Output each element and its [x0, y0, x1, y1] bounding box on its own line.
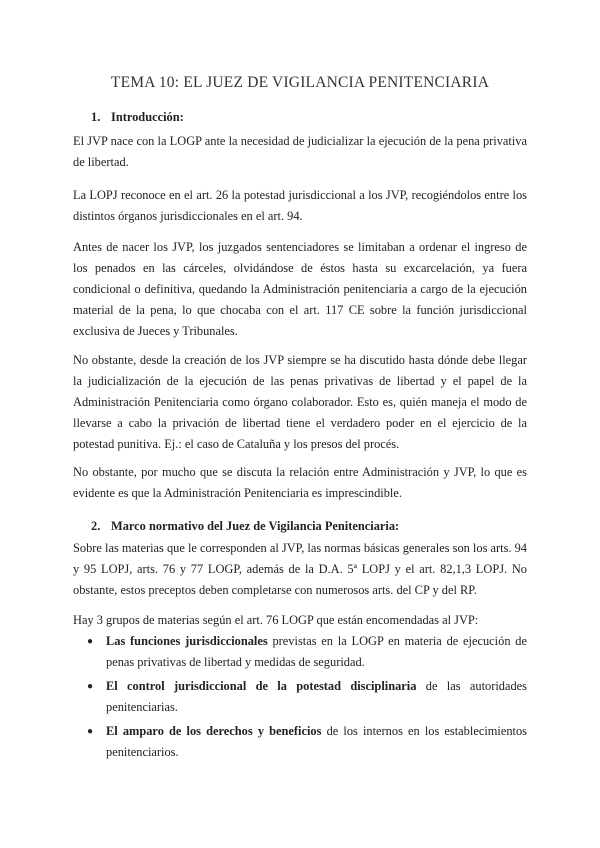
- paragraph: La LOPJ reconoce en el art. 26 la potestad jurisdiccional a los JVP, recogiéndolos entre los distintos órganos jurisdiccionales en el art. 94.: [73, 188, 527, 223]
- paragraph: Sobre las materias que le corresponden al JVP, las normas básicas generales son los arts. 94 y 95 LOPJ, arts. 76 y 77 LOGP, además de la D.A. 5ª LOPJ y el art. 82,1,3 LOPJ. No obstante, estos preceptos deben completarse con numerosos arts. del CP y del RP.: [73, 541, 527, 597]
- section-1-number: 1.: [91, 110, 101, 124]
- section-2-title: Marco normativo del Juez de Vigilancia Penitenciaria:: [111, 519, 400, 533]
- bullet-icon: ●: [87, 726, 94, 737]
- list-item: [73, 721, 527, 763]
- list-item-text: previstas en la LOGP en materia de ejecución de penas privativas de libertad y medidas de seguridad.: [106, 634, 527, 669]
- section-1-title: Introducción:: [111, 110, 184, 124]
- paragraph: Hay 3 grupos de materias según el art. 76 LOGP que están encomendadas al JVP:: [73, 613, 479, 627]
- section-2-heading: [73, 516, 527, 537]
- bullet-icon: ●: [87, 636, 94, 647]
- section-2-number: 2.: [91, 519, 101, 533]
- section-1-heading: [73, 107, 527, 128]
- list-item: [73, 676, 527, 718]
- paragraph: El JVP nace con la LOGP ante la necesidad de judicializar la ejecución de la pena privativa de libertad.: [73, 134, 527, 169]
- paragraph: No obstante, desde la creación de los JVP siempre se ha discutido hasta dónde debe llegar la judicialización de la ejecución de las penas privativas de libertad y el papel de la Administración Penitenciaria como órgano colaborador. Esto es, quién maneja el modo de llevarse a cabo la privación de libertad tiene el verdadero poder en el ejercicio de la potestad punitiva. Ej.: el caso de Cataluña y los presos del procés.: [73, 353, 527, 451]
- list-item-text: de los internos en los establecimientos penitenciarios.: [106, 724, 527, 759]
- paragraph: No obstante, por mucho que se discuta la relación entre Administración y JVP, lo que es evidente es que la Administración Penitenciaria es imprescindible.: [73, 465, 527, 500]
- list-item-bold: Las funciones jurisdiccionales: [106, 634, 268, 648]
- list-item-bold: El control jurisdiccional de la potestad disciplinaria: [106, 679, 417, 693]
- list-item: [73, 631, 527, 673]
- list-item-text: de las autoridades penitenciarias.: [106, 679, 527, 714]
- bullet-icon: ●: [87, 681, 94, 692]
- list-item-bold: El amparo de los derechos y beneficios: [106, 724, 322, 738]
- paragraph: Antes de nacer los JVP, los juzgados sentenciadores se limitaban a ordenar el ingreso de los penados en las cárceles, olvidándose de éstos hasta su excarcelación, ya fuera condicional o definitiva, quedando la Administración penitenciaria a cargo de la ejecución material de la pena, lo que chocaba con el art. 117 CE sobre la función jurisdiccional exclusiva de Jueces y Tribunales.: [73, 240, 527, 338]
- materias-list: [73, 631, 527, 766]
- document-title: TEMA 10: EL JUEZ DE VIGILANCIA PENITENCIARIA: [110, 74, 490, 91]
